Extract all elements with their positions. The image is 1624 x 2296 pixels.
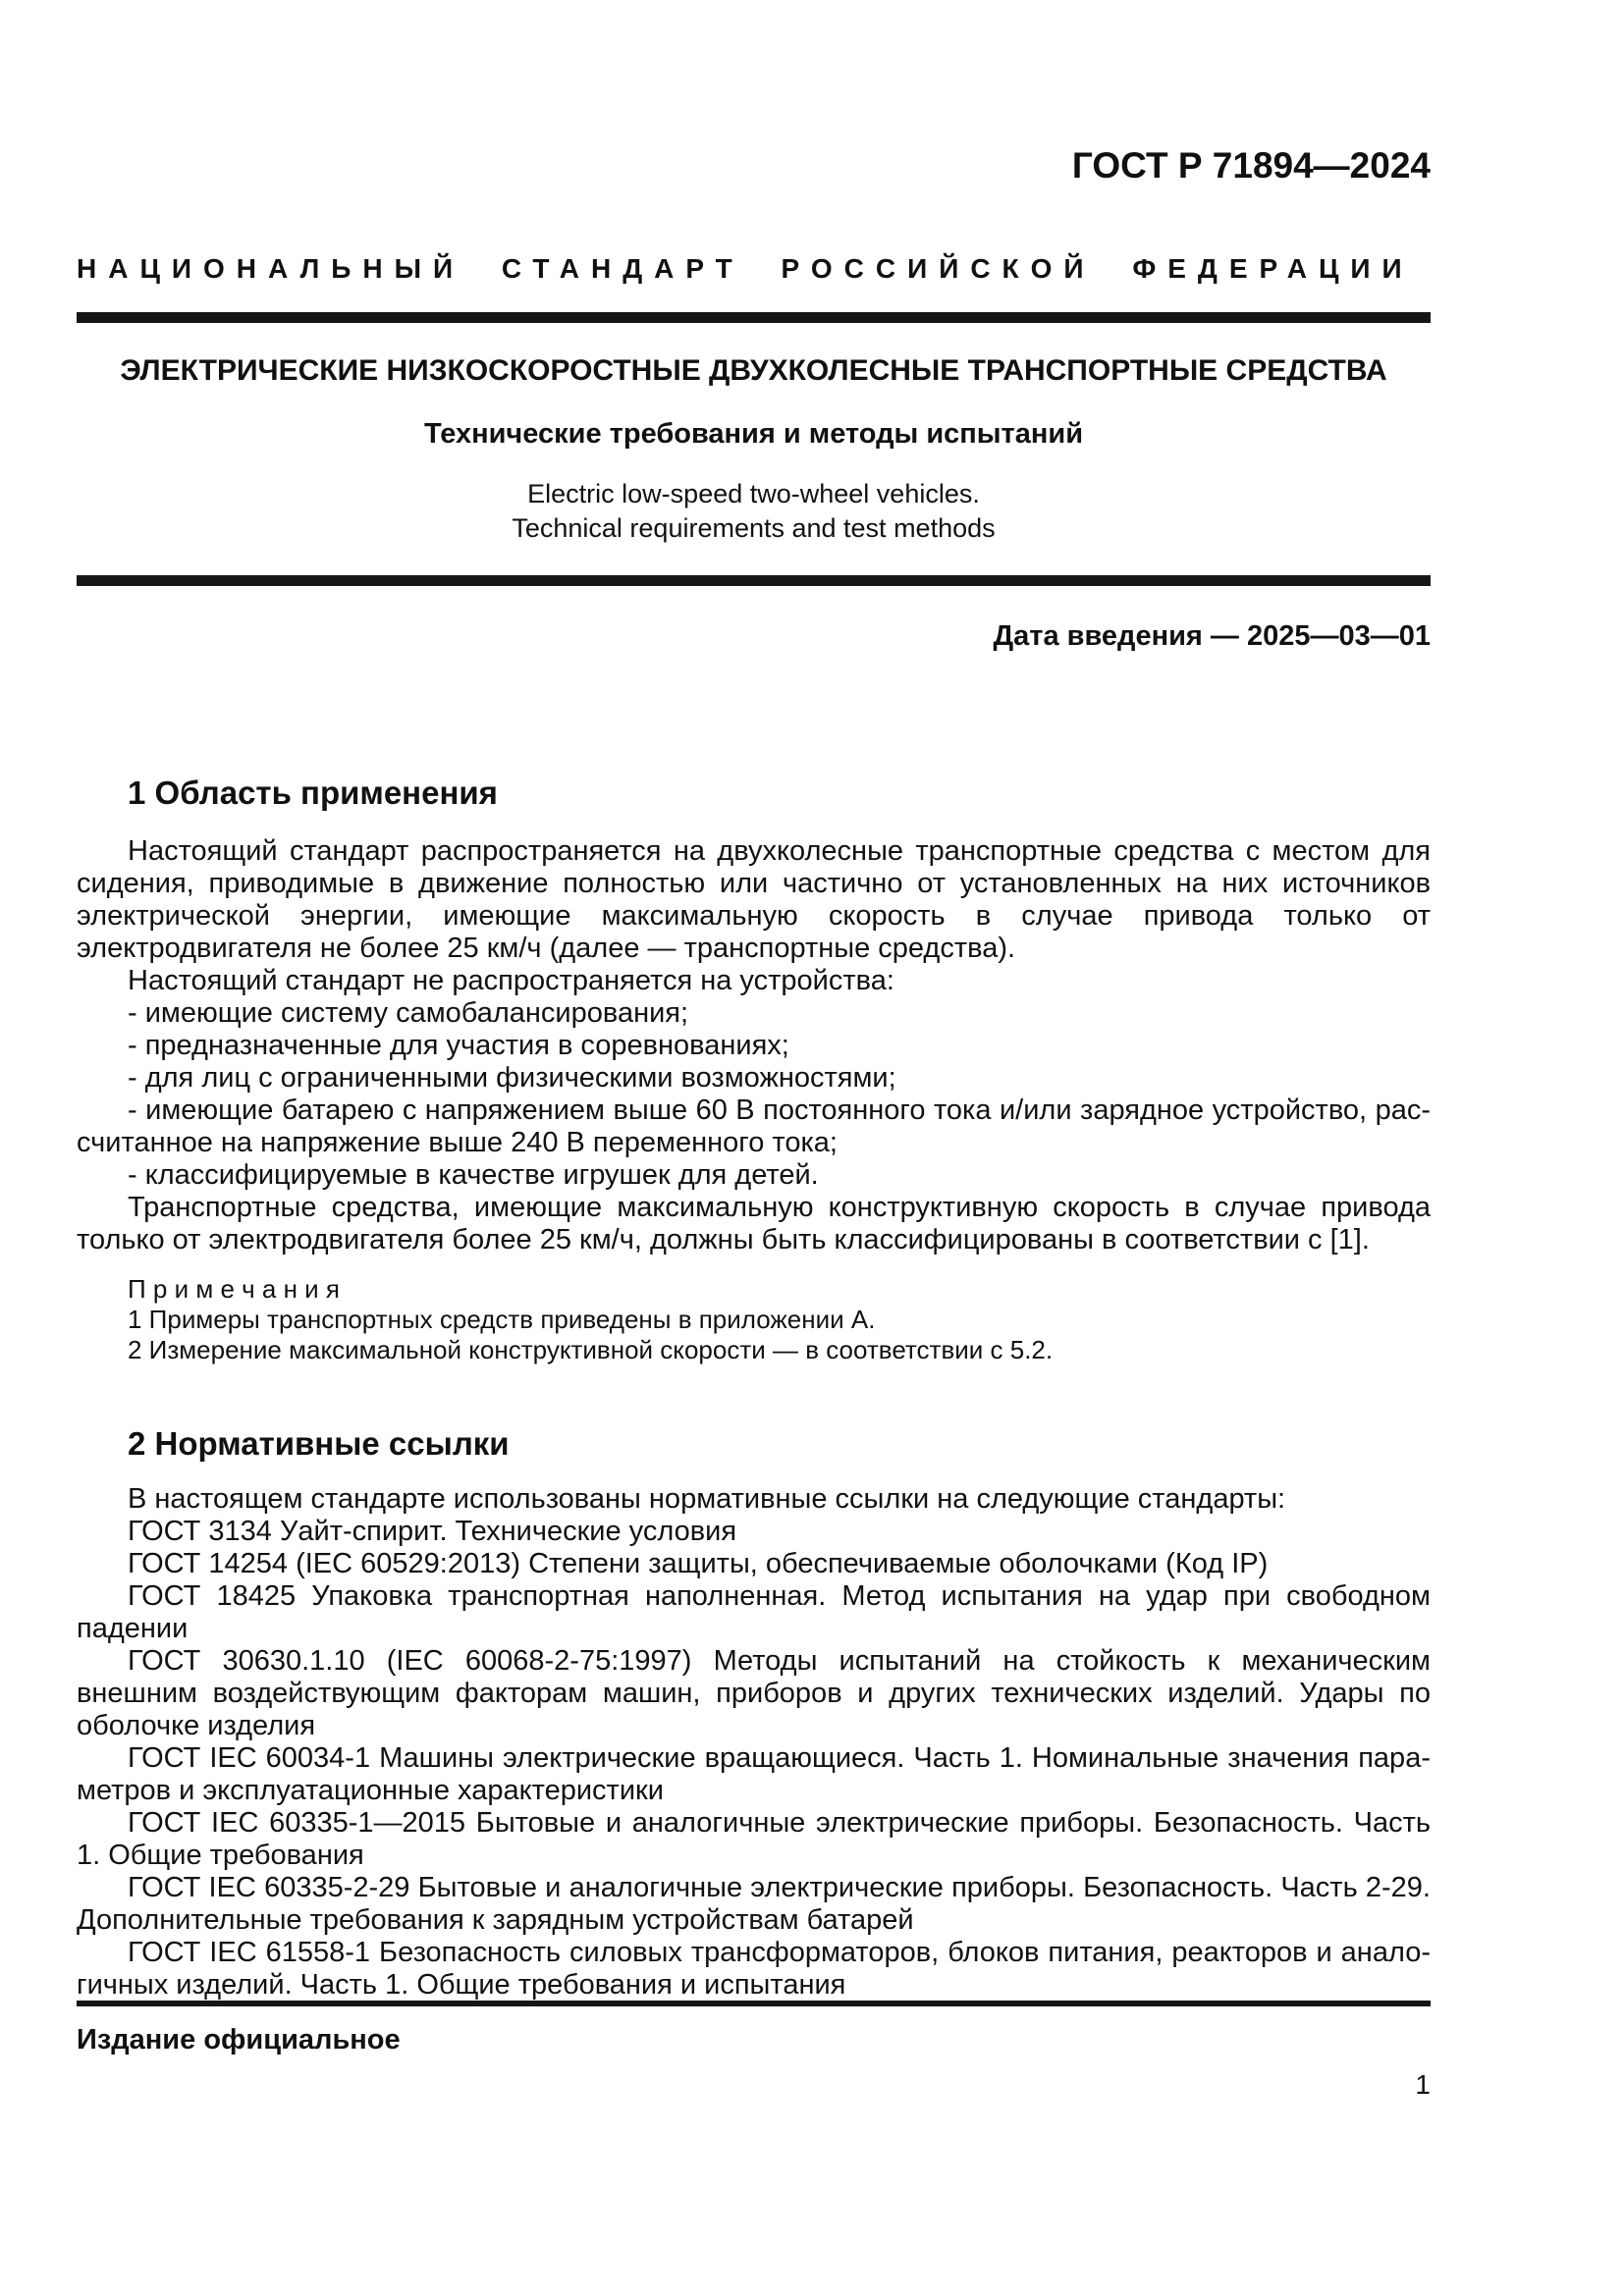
paragraph: Настоящий стандарт не распространяется на устройства: [128,965,894,996]
list-item: - предназначенные для участия в соревнованиях; [128,1030,789,1061]
standard-type-banner: НАЦИОНАЛЬНЫЙ СТАНДАРТ РОССИЙСКОЙ ФЕДЕРАЦИИ [77,253,1414,284]
paragraph: Настоящий стандарт распространяется на двухколесные транспортные средства с местом для сидения, приводимые в движение полностью или частично от установленных на них источников электрической энергии, имеющие максимальную скорость в случае привода только от электродвигателя не более 25 км/ч (далее — транспортные средства). [77,835,1431,964]
title-english-line2: Technical requirements and test methods [512,513,996,543]
section2-heading: 2 Нормативные ссылки [128,1425,510,1462]
edition-note: Издание официальное [77,2024,401,2056]
note-item: 1 Примеры транспортных средств приведены в приложении А. [128,1305,876,1334]
paragraph: Транспортные средства, имеющие максимальную конструктивную скорость в случае привода только от электродвигателя более 25 км/ч, должны быть классифицированы в соответствии с [1]. [77,1192,1431,1255]
reference-item: ГОСТ 18425 Упаковка транспортная наполненная. Метод испытания на удар при свободном падении [77,1580,1431,1644]
reference-item: ГОСТ IEC 60335-1—2015 Бытовые и аналогичные электрические приборы. Безопасность. Часть 1. Общие требования [77,1807,1431,1871]
reference-item: ГОСТ 30630.1.10 (IEC 60068-2-75:1997) Методы испытаний на стойкость к механическим внешним воздействующим факторам машин, приборов и других технических изделий. Удары по оболочке изделия [77,1645,1431,1741]
reference-item: ГОСТ 14254 (IEC 60529:2013) Степени защиты, обеспечиваемые оболочками (Код IP) [128,1548,1269,1579]
page-number: 1 [1415,2069,1431,2100]
title-english [77,477,1431,546]
reference-item: ГОСТ IEC 60335-2-29 Бытовые и аналогичные электрические приборы. Безопасность. Часть 2-29. Дополнительные требования к зарядным устройствам батарей [77,1872,1431,1936]
list-item: - для лиц с ограниченными физическими возможностями; [128,1062,896,1094]
divider-footer [77,2001,1431,2006]
section1-heading: 1 Область применения [128,774,498,811]
notes-label: П р и м е ч а н и я [128,1274,340,1304]
effective-date: Дата введения — 2025—03—01 [993,620,1431,652]
list-item: - имеющие батарею с напряжением выше 60 В постоянного тока и/или зарядное устройство, рассчитанное на напряжение выше 240 В переменного тока; [77,1095,1431,1158]
divider-middle [77,575,1431,586]
notes-block [77,1274,1431,1365]
paragraph: В настоящем стандарте использованы нормативные ссылки на следующие стандарты: [128,1483,1286,1515]
list-item: - имеющие систему самобалансирования; [128,997,689,1029]
reference-item: ГОСТ IEC 60034-1 Машины электрические вращающиеся. Часть 1. Номинальные значения параметров и эксплуатационные характеристики [77,1742,1431,1806]
reference-item: ГОСТ 3134 Уайт-спирит. Технические условия [128,1516,737,1547]
title-english-line1: Electric low-speed two-wheel vehicles. [527,479,980,508]
section2-body [77,1483,1431,2002]
section1-body [77,835,1431,1256]
divider-top [77,312,1431,323]
title-russian-subtitle: Технические требования и методы испытаний [423,418,1084,450]
title-russian-main: ЭЛЕКТРИЧЕСКИЕ НИЗКОСКОРОСТНЫЕ ДВУХКОЛЕСНЫЕ ТРАНСПОРТНЫЕ СРЕДСТВА [120,354,1387,387]
doc-number: ГОСТ Р 71894—2024 [1071,145,1431,186]
reference-item: ГОСТ IEC 61558-1 Безопасность силовых трансформаторов, блоков питания, реакторов и аналогичных изделий. Часть 1. Общие требования и испытания [77,1937,1431,2001]
list-item: - классифицируемые в качестве игрушек для детей. [128,1159,819,1191]
note-item: 2 Измерение максимальной конструктивной скорости — в соответствии с 5.2. [128,1335,1054,1364]
